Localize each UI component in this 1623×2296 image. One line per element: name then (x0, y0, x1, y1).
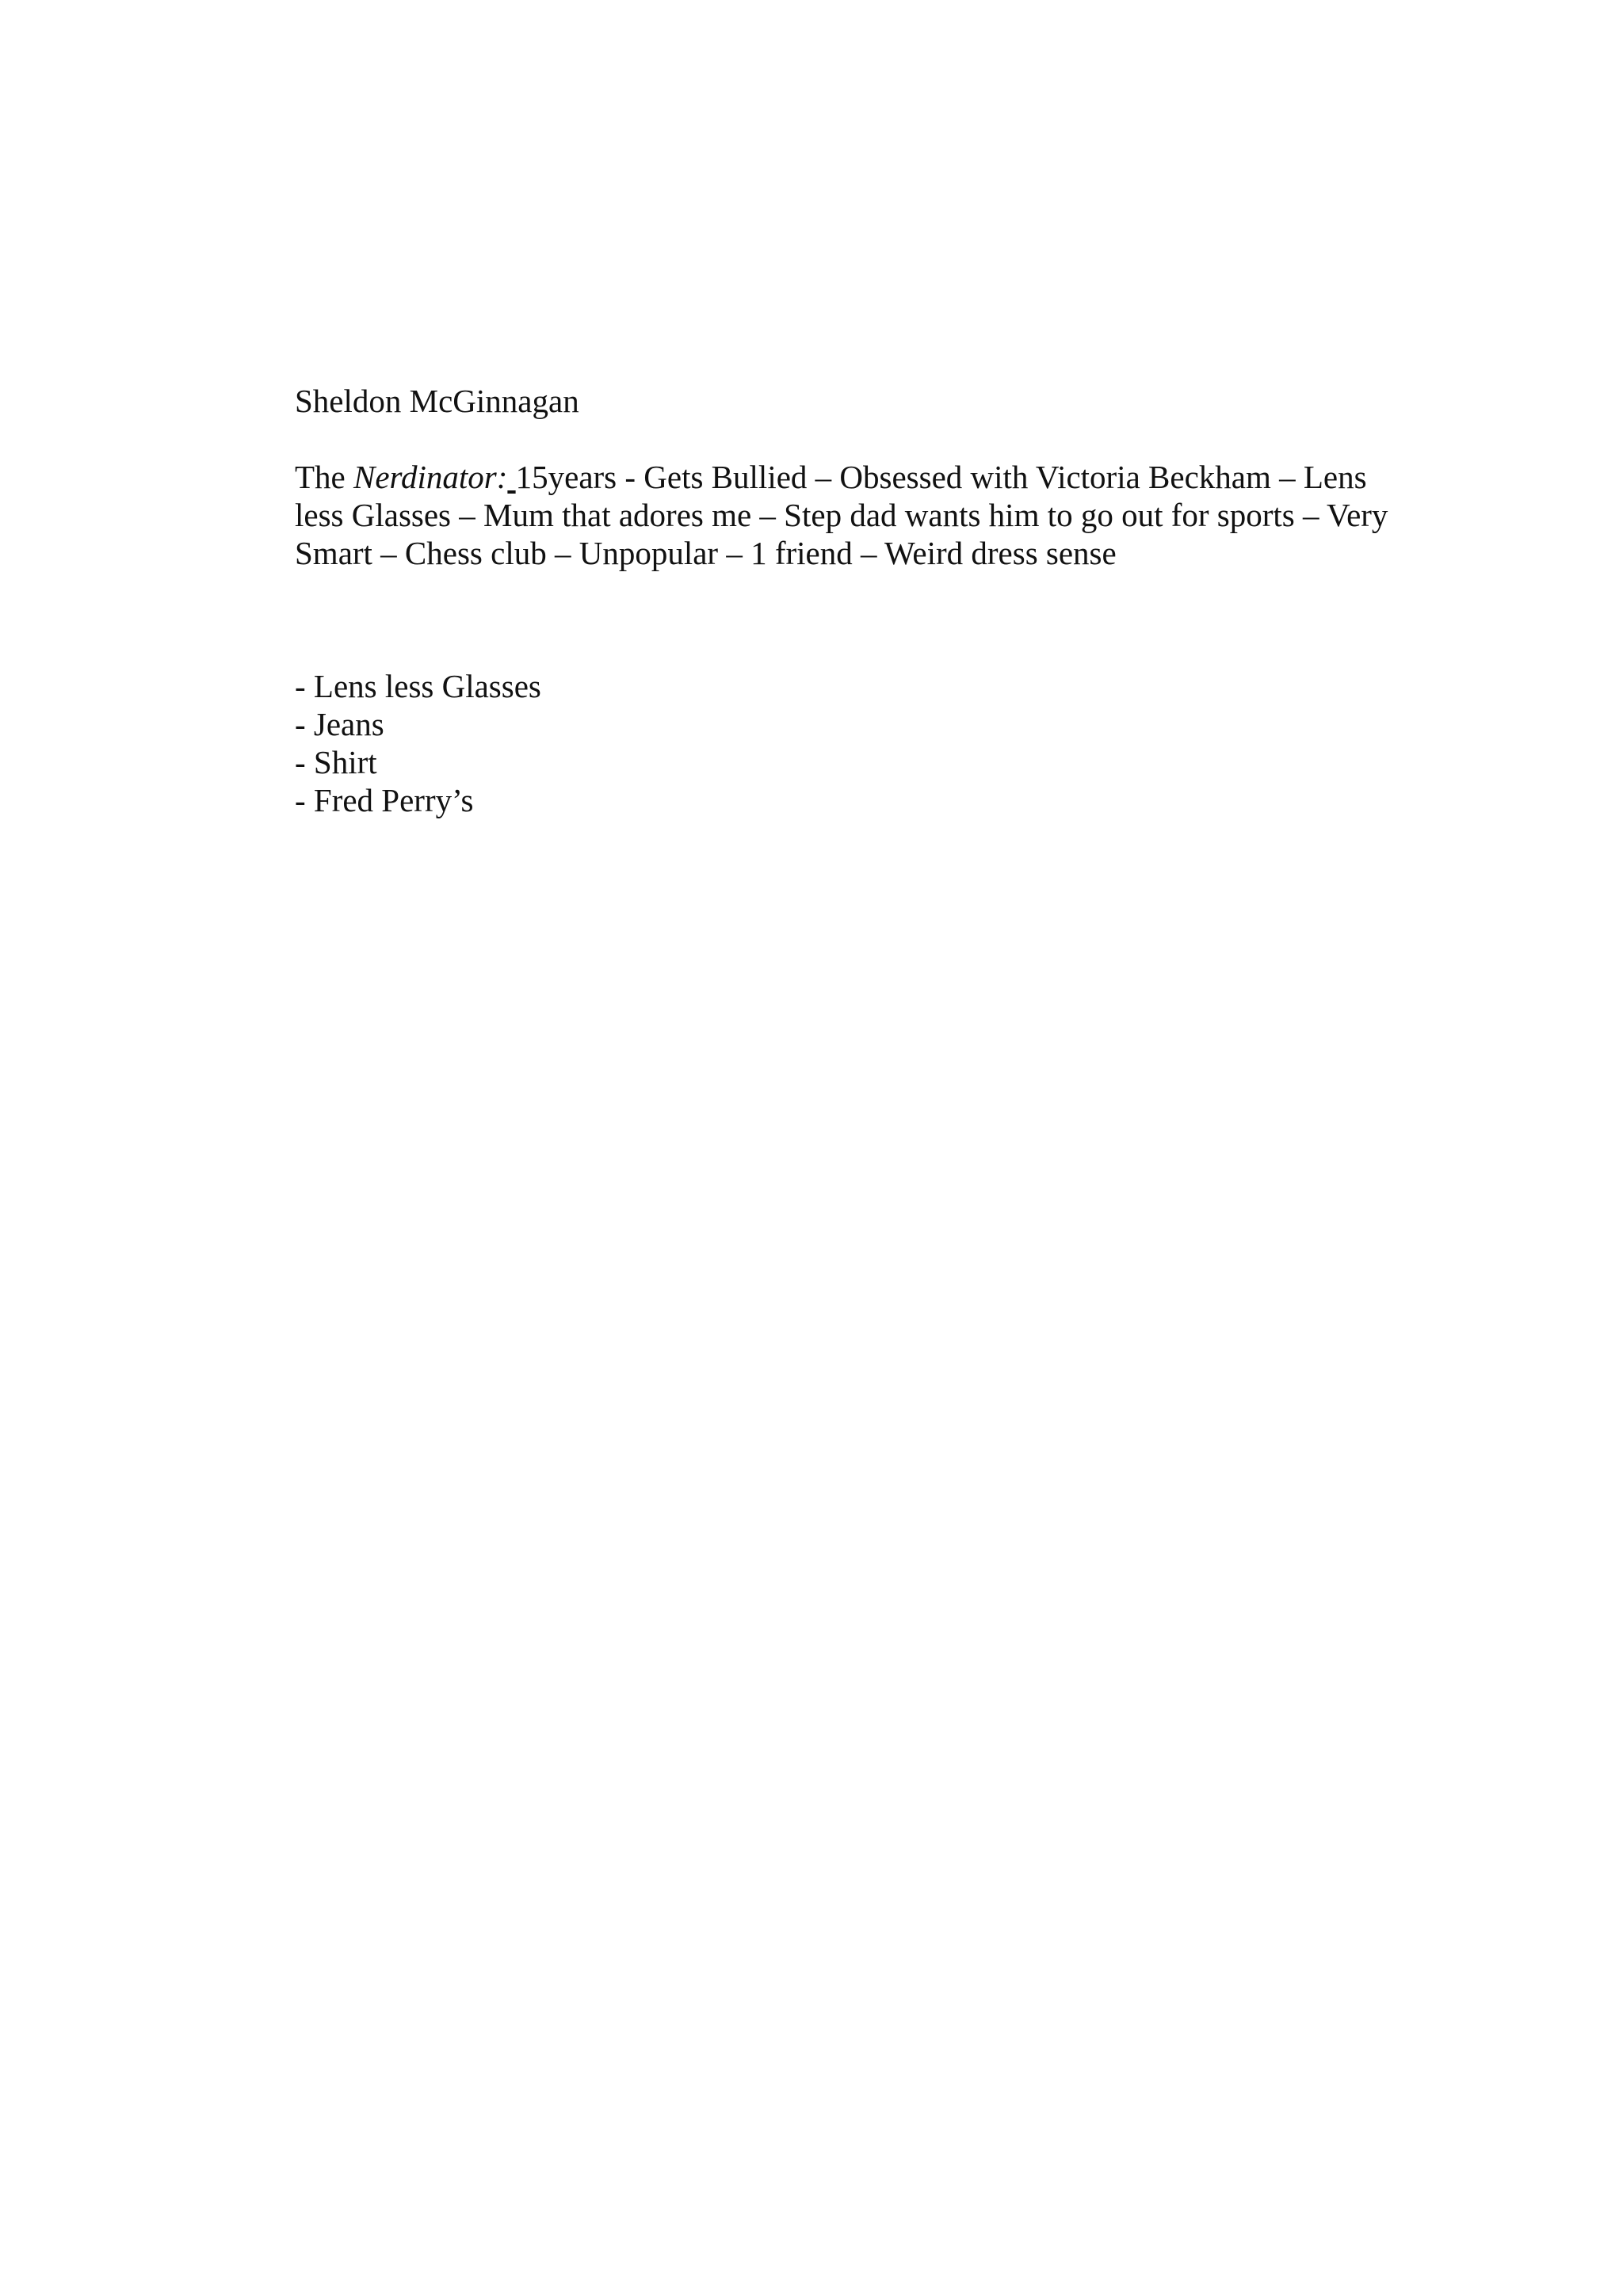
description-prefix: The (295, 459, 353, 495)
nickname: Nerdinator: (353, 459, 508, 495)
character-name: Sheldon McGinnagan (295, 383, 579, 419)
list-item: - Jeans (295, 706, 384, 742)
underline-gap (507, 459, 515, 495)
character-description (295, 458, 1388, 572)
costume-list (295, 667, 1404, 819)
document-content (295, 382, 1404, 819)
list-item: - Fred Perry’s (295, 782, 474, 818)
list-item: - Shirt (295, 744, 377, 780)
list-item: - Lens less Glasses (295, 668, 541, 704)
description-body: 15years - Gets Bullied – Obsessed with Victoria Beckham – Lens less Glasses – Mum that adores me – Step dad wants him to go out for sports – Very Smart – Chess club – Unpopular – 1 friend – Weird dress sense (295, 459, 1388, 571)
